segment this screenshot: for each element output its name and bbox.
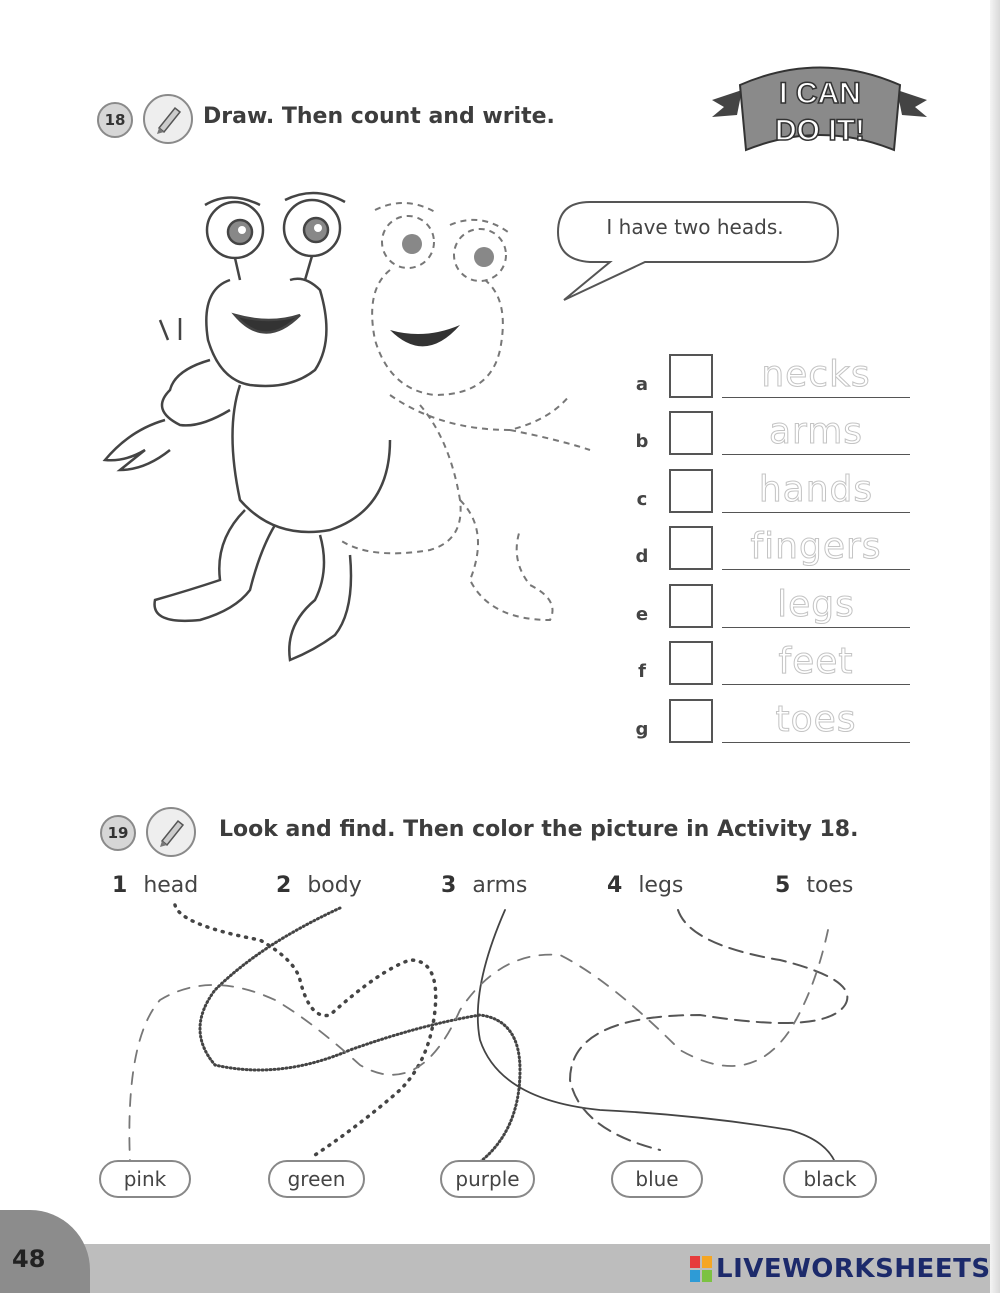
count-box-arms[interactable]: [669, 411, 713, 455]
row-letter: c: [636, 489, 648, 510]
liveworksheets-mark-icon: [690, 1256, 712, 1282]
row-letter: f: [638, 661, 646, 682]
trace-word: feet: [778, 641, 854, 682]
count-box-feet[interactable]: [669, 641, 713, 685]
trace-word: fingers: [750, 526, 882, 567]
color-black[interactable]: black: [783, 1160, 877, 1198]
color-pink[interactable]: pink: [99, 1160, 191, 1198]
i-can-do-it-badge: [712, 55, 927, 165]
activity-19-number: 19: [100, 815, 136, 851]
write-line[interactable]: [722, 627, 910, 628]
write-line[interactable]: [722, 684, 910, 685]
word-arms: 3 arms: [441, 873, 528, 898]
count-box-toes[interactable]: [669, 699, 713, 743]
count-box-necks[interactable]: [669, 354, 713, 398]
write-line[interactable]: [722, 454, 910, 455]
count-box-fingers[interactable]: [669, 526, 713, 570]
pencil-icon: [143, 94, 193, 144]
page-edge: [990, 0, 1000, 1293]
liveworksheets-text: LIVEWORKSHEETS: [716, 1254, 991, 1284]
row-letter: g: [635, 719, 649, 740]
page-number: 48: [12, 1245, 46, 1273]
activity-19-instruction: Look and find. Then color the picture in Activity 18.: [219, 817, 859, 842]
speech-text: I have two heads.: [606, 215, 784, 239]
color-blue[interactable]: blue: [611, 1160, 703, 1198]
word-legs: 4 legs: [607, 873, 684, 898]
badge-line-2: DO IT!: [775, 114, 865, 147]
liveworksheets-logo[interactable]: [690, 1254, 991, 1284]
word-body: 2 body: [276, 873, 362, 898]
trace-word: necks: [761, 354, 871, 395]
row-letter: e: [635, 604, 649, 625]
count-box-hands[interactable]: [669, 469, 713, 513]
row-letter: a: [635, 374, 649, 395]
color-green[interactable]: green: [268, 1160, 365, 1198]
trace-word: toes: [775, 699, 857, 740]
row-letter: b: [635, 431, 649, 452]
count-box-legs[interactable]: [669, 584, 713, 628]
trace-word: hands: [758, 469, 874, 510]
monster-illustration: [90, 180, 620, 700]
tangle-lines: [100, 900, 880, 1170]
row-letter: d: [635, 546, 649, 567]
word-head: 1 head: [112, 873, 199, 898]
write-line[interactable]: [722, 512, 910, 513]
write-line[interactable]: [722, 569, 910, 570]
trace-word: legs: [777, 584, 855, 625]
badge-line-1: I CAN: [779, 77, 861, 110]
activity-18-instruction: Draw. Then count and write.: [203, 104, 555, 129]
write-line[interactable]: [722, 397, 910, 398]
word-toes: 5 toes: [775, 873, 854, 898]
trace-word: arms: [768, 411, 864, 452]
pencil-icon: [146, 807, 196, 857]
color-purple[interactable]: purple: [440, 1160, 535, 1198]
activity-18-number: 18: [97, 102, 133, 138]
write-line[interactable]: [722, 742, 910, 743]
